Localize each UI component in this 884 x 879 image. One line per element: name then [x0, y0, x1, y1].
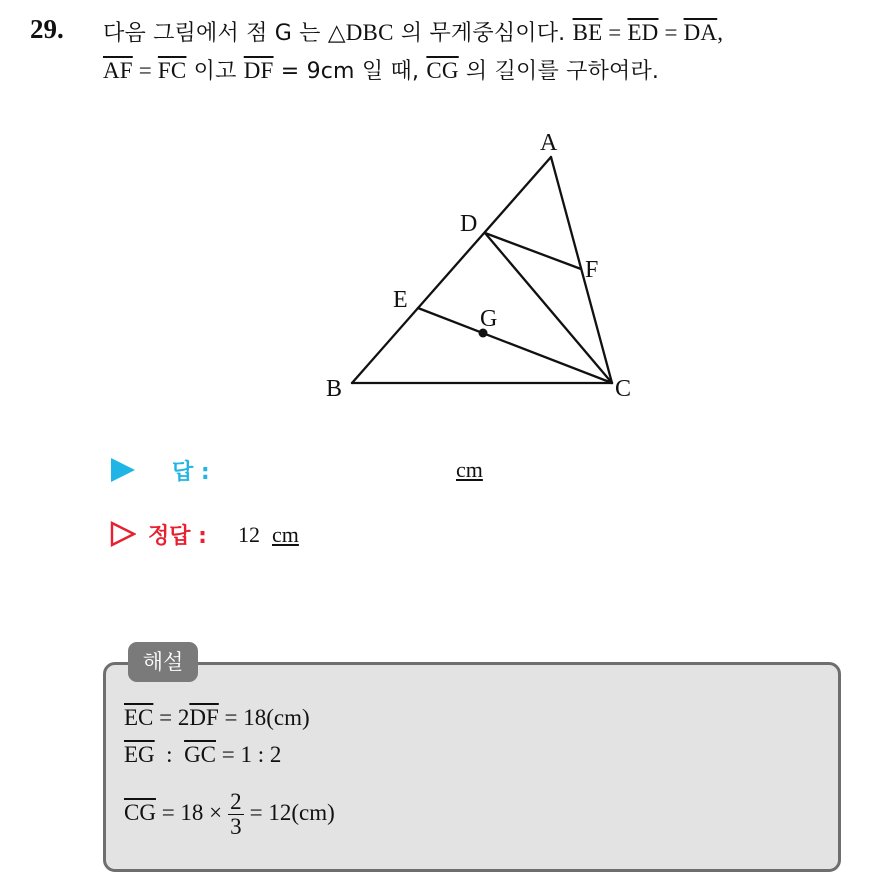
equals-sign: =	[658, 20, 684, 45]
segment-da: $\overline{DA}$	[683, 20, 718, 45]
label-g: G	[480, 306, 498, 332]
label-c: C	[615, 376, 632, 402]
answer-label: 답 :	[172, 460, 210, 485]
question-text-and: 이고	[186, 59, 244, 84]
fraction-numerator: 2	[230, 789, 242, 814]
solution-line-3	[124, 790, 335, 839]
solution-text: = 18 ×	[155, 799, 223, 825]
label-d: D	[460, 211, 478, 237]
answer-unit: cm	[456, 457, 483, 482]
ratio-colon: :	[154, 742, 185, 767]
correct-triangle-icon	[110, 521, 136, 547]
fraction	[228, 790, 244, 839]
question-line-2	[103, 54, 659, 85]
label-f: F	[585, 257, 599, 283]
answer-play-icon	[110, 457, 136, 483]
correct-unit: cm	[272, 522, 299, 547]
question-text-mid: 의 무게중심이다.	[393, 21, 573, 46]
label-b: B	[326, 376, 343, 402]
solution-tab: 해설	[128, 642, 198, 682]
solution-text: = 12(cm)	[249, 799, 335, 825]
segment-dc-line	[485, 233, 612, 383]
segment-fc: $\overline{FC}$	[157, 58, 187, 83]
question-text-start: 다음 그림에서 점 G 는	[103, 21, 328, 46]
correct-label: 정답 :	[148, 524, 207, 549]
segment-df: $\overline{DF}$	[243, 58, 274, 83]
triangle-dbc: △DBC	[327, 20, 394, 45]
equals-sign: =	[602, 20, 628, 45]
label-e: E	[393, 287, 408, 313]
question-text-end: 의 길이를 구하여라.	[458, 59, 660, 84]
solution-text: = 1 : 2	[216, 742, 282, 767]
geometry-figure	[310, 120, 640, 410]
correct-answer-row	[110, 516, 530, 550]
question-number: 29.	[30, 14, 64, 44]
fraction-denominator: 3	[230, 814, 242, 839]
segment-ed: $\overline{ED}$	[627, 20, 659, 45]
segment-af: $\overline{AF}$	[103, 58, 133, 83]
comma: ,	[717, 20, 724, 45]
equals-sign: =	[132, 58, 158, 83]
solution-text: = 18(cm)	[218, 705, 310, 730]
segment-eg: $\overline{EG}$	[124, 742, 155, 767]
segment-ec-line	[418, 308, 612, 383]
question-line-1	[103, 16, 723, 47]
segment-be: $\overline{BE}$	[572, 20, 603, 45]
segment-ec: $\overline{EC}$	[124, 705, 154, 730]
segment-cg: $\overline{CG}$	[426, 58, 459, 83]
segment-gc: $\overline{GC}$	[184, 742, 217, 767]
segment-cg-sol: $\overline{CG}$	[124, 799, 156, 825]
correct-value: 12	[238, 522, 260, 547]
solution-line-2	[124, 742, 281, 768]
label-a: A	[540, 130, 558, 156]
question-text-given: = 9cm 일 때,	[273, 59, 427, 84]
answer-row	[110, 453, 530, 487]
solution-text: = 2	[153, 705, 190, 730]
segment-df-sol: $\overline{DF}$	[189, 705, 219, 730]
solution-line-1	[124, 705, 310, 731]
